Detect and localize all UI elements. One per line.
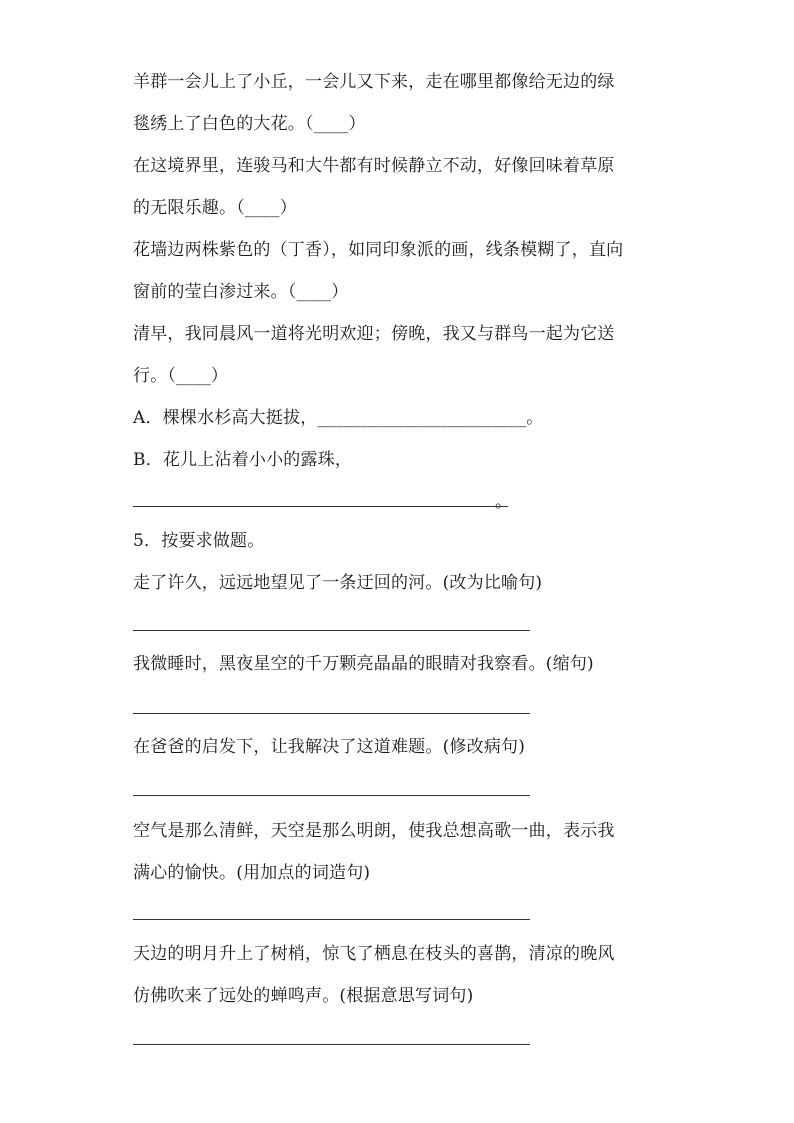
sentence-1-line-1: 羊群一会儿上了小丘，一会儿又下来，走在哪里都像给无边的绿 [133, 72, 615, 92]
question-5-item-1-answer-line[interactable] [133, 630, 530, 631]
sentence-2-line-2: 的无限乐趣。（____） [133, 198, 297, 218]
sentence-2-line-1: 在这境界里，连骏马和大牛都有时候静立不动，好像回味着草原 [133, 156, 615, 176]
sentence-3-line-1: 花墙边两株紫色的（丁香），如同印象派的画，线条模糊了，直向 [133, 240, 624, 260]
question-5-item-5-line-2: 仿佛吹来了远处的蝉鸣声。(根据意思写词句) [133, 986, 474, 1006]
item-b: B．花儿上沾着小小的露珠， [133, 450, 353, 470]
question-5-item-2: 我微睡时，黑夜星空的千万颗亮晶晶的眼睛对我察看。(缩句) [133, 654, 594, 674]
question-5-item-2-answer-line[interactable] [133, 713, 530, 714]
item-b-answer-line[interactable] [133, 506, 508, 507]
sentence-1-line-2: 毯绣上了白色的大花。（____） [133, 114, 366, 134]
question-5-item-4-line-1: 空气是那么清鲜，天空是那么明朗，使我总想高歌一曲，表示我 [133, 821, 615, 841]
question-5-item-5-line-1: 天边的明月升上了树梢，惊飞了栖息在枝头的喜鹊，清凉的晚风 [133, 944, 615, 964]
sentence-4-line-1: 清早，我同晨风一道将光明欢迎；傍晚，我又与群鸟一起为它送 [133, 324, 615, 344]
item-a: A．棵棵水杉高大挺拔，________________________。 [133, 408, 544, 428]
sentence-3-line-2: 窗前的莹白渗过来。（____） [133, 282, 349, 302]
question-5-item-1: 走了许久，远远地望见了一条迂回的河。(改为比喻句) [133, 573, 543, 593]
question-5-item-4-answer-line[interactable] [133, 919, 530, 920]
question-5-item-3: 在爸爸的启发下，让我解决了这道难题。(修改病句) [133, 737, 526, 757]
question-5-item-3-answer-line[interactable] [133, 795, 530, 796]
question-5-item-4-line-2: 满心的愉快。(用加点的词造句) [133, 863, 371, 883]
question-5-item-5-answer-line[interactable] [133, 1044, 530, 1045]
question-5-heading: 5．按要求做题。 [133, 531, 265, 551]
item-b-period: 。 [495, 492, 512, 512]
sentence-4-line-2: 行。（____） [133, 366, 229, 386]
